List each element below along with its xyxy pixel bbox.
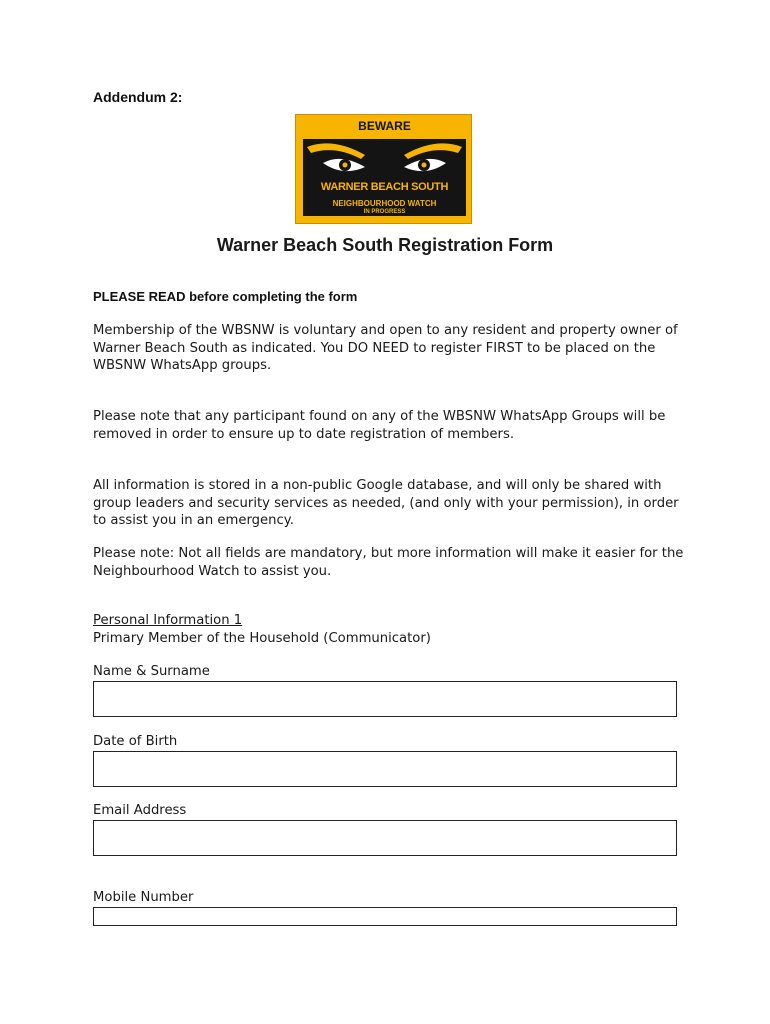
email-address-label: Email Address — [93, 803, 187, 818]
mobile-number-label: Mobile Number — [93, 890, 194, 905]
logo-area-name: WARNER BEACH SOUTH — [320, 181, 449, 193]
mobile-number-field[interactable] — [93, 907, 677, 926]
logo-beware-text: BEWARE — [358, 119, 411, 133]
instructions-heading: PLEASE READ before completing the form — [93, 289, 358, 304]
form-title: Warner Beach South Registration Form — [216, 235, 554, 255]
date-of-birth-label: Date of Birth — [93, 734, 178, 749]
section-title: Personal Information 1 — [93, 613, 243, 628]
date-of-birth-field[interactable] — [93, 751, 677, 787]
logo-progress-text: IN PROGRESS — [363, 209, 406, 215]
mandatory-fields-paragraph: Please note: Not all fields are mandatory, but more information will make it easier for the Neighbourhood Watch to assist you. — [93, 546, 684, 579]
watching-eyes-icon — [303, 139, 466, 181]
email-address-field[interactable] — [93, 820, 677, 856]
addendum-label: Addendum 2: — [93, 89, 183, 105]
removal-notice-paragraph: Please note that any participant found on any of the WBSNW WhatsApp Groups will be removed in order to ensure up to date registration of members. — [93, 409, 666, 442]
logo-watch-text: NEIGHBOURHOOD WATCH — [332, 199, 437, 208]
name-surname-field[interactable] — [93, 681, 677, 717]
membership-paragraph: Membership of the WBSNW is voluntary and open to any resident and property owner of Warner Beach South as indicated. You DO NEED to register FIRST to be placed on the WBSNW WhatsApp groups. — [93, 323, 678, 374]
section-subtitle: Primary Member of the Household (Communicator) — [93, 631, 431, 646]
name-surname-label: Name & Surname — [93, 664, 210, 679]
neighbourhood-watch-logo — [295, 114, 472, 224]
privacy-paragraph: All information is stored in a non-public Google database, and will only be shared with group leaders and security services as needed, (and only with your permission), in order to assist you in an emergency. — [93, 478, 679, 529]
